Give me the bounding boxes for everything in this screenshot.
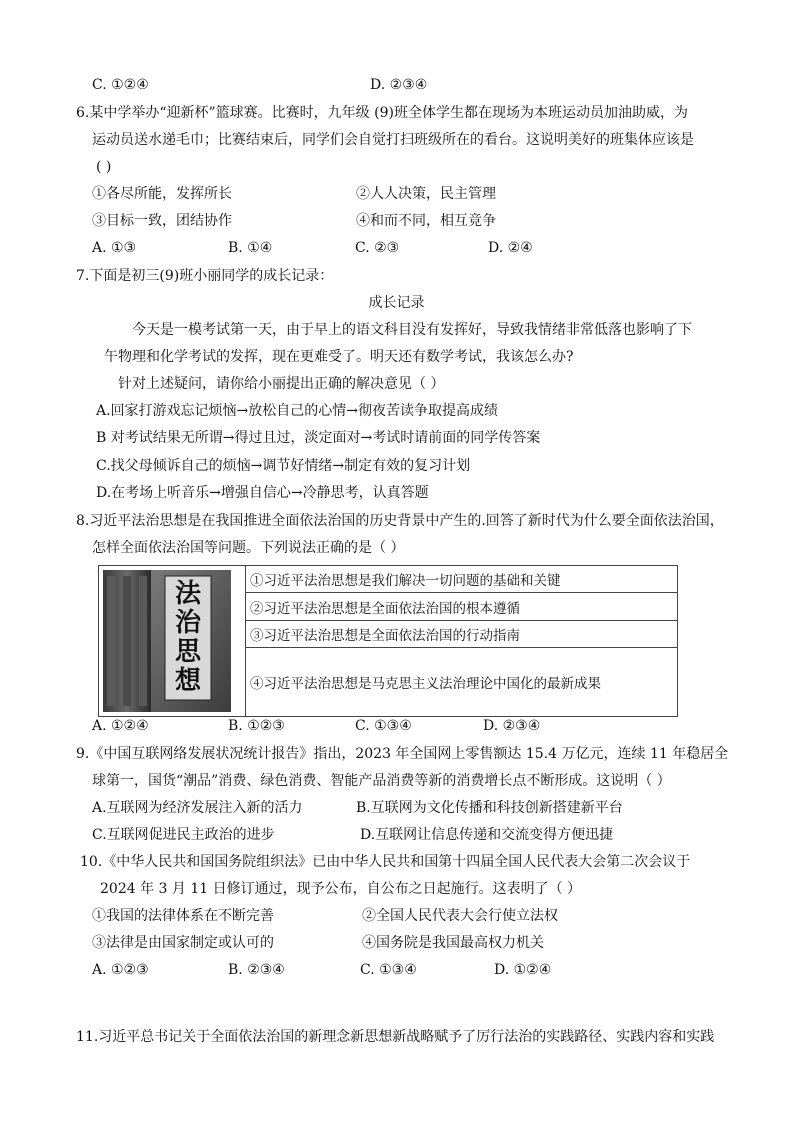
q8-row-1: ①习近平法治思想是我们解决一切问题的基础和关键 xyxy=(246,566,678,593)
option-d: D. ②③④ xyxy=(370,77,428,93)
q10-statement-2: ②全国人民代表大会行使立法权 xyxy=(362,908,558,924)
law-book-image xyxy=(99,566,246,717)
q6-option-c: C. ②③ xyxy=(355,240,400,256)
book-char-1: 法 xyxy=(174,579,201,609)
q8-option-c: C. ①③④ xyxy=(355,718,412,734)
q10-statement-1: ①我国的法律体系在不断完善 xyxy=(92,908,274,924)
q6-paren: ( ) xyxy=(96,159,112,175)
q6-stem-line2: 运动员送水递毛巾；比赛结束后，同学们会自觉打扫班级所在的看台。这说明美好的班集体应该是 xyxy=(92,132,694,148)
q9-stem-line2: 球第一，国货“潮品”消费、绿色消费、智能产品消费等新的消费增长点不断形成。这说明（ ） xyxy=(92,773,671,789)
q7-option-d: D.在考场上听音乐→增强自信心→冷静思考，认真答题 xyxy=(96,485,429,501)
q9-option-c: C.互联网促进民主政治的进步 xyxy=(92,827,275,843)
q8-option-b: B. ①②③ xyxy=(228,718,285,734)
q10-stem-line1: 10.《中华人民共和国国务院组织法》已由中华人民共和国第十四届全国人民代表大会第二次会议于 xyxy=(80,854,691,870)
q6-stem-line1: 6.某中学举办“迎新杯”篮球赛。比赛时，九年级 (9)班全体学生都在现场为本班运动员加油助威，为 xyxy=(76,105,688,121)
book-char-3: 思 xyxy=(174,637,201,667)
q6-option-d: D. ②④ xyxy=(488,240,533,256)
q10-option-a: A. ①②③ xyxy=(92,962,149,978)
q6-option-b: B. ①④ xyxy=(228,240,273,256)
book-char-2: 治 xyxy=(174,608,201,638)
q7-stem: 7.下面是初三(9)班小丽同学的成长记录： xyxy=(76,268,334,284)
q6-statement-2: ②人人决策，民主管理 xyxy=(356,186,496,202)
q10-option-d: D. ①②④ xyxy=(494,962,552,978)
q10-statement-3: ③法律是由国家制定或认可的 xyxy=(92,935,274,951)
q7-option-a: A.回家打游戏忘记烦恼→放松自己的心情→彻夜苦读争取提高成绩 xyxy=(96,403,499,419)
q7-option-c: C.找父母倾诉自己的烦恼→调节好情绪→制定有效的复习计划 xyxy=(96,458,471,474)
q7-record-line1: 今天是一模考试第一天，由于早上的语文科目没有发挥好，导致我情绪非常低落也影响了下 xyxy=(132,322,692,338)
q10-option-c: C. ①③④ xyxy=(360,962,417,978)
q9-option-d: D.互联网让信息传递和交流变得方便迅捷 xyxy=(360,827,614,843)
q8-option-d: D. ②③④ xyxy=(483,718,541,734)
q10-statement-4: ④国务院是我国最高权力机关 xyxy=(362,935,544,951)
q8-row-2: ②习近平法治思想是全面依法治国的根本遵循 xyxy=(246,593,678,621)
book-char-4: 想 xyxy=(174,666,201,696)
q10-stem-line2: 2024 年 3 月 11 日修订通过，现予公布，自公布之日起施行。这表明了（ ） xyxy=(100,881,582,897)
q8-row-3: ③习近平法治思想是全面依法治国的行动指南 xyxy=(246,621,678,647)
q9-option-b: B.互联网为文化传播和科技创新搭建新平台 xyxy=(356,800,623,816)
q8-stem-line1: 8.习近平法治思想是在我国推进全面依法治国的历史背景中产生的.回答了新时代为什么要全面依法治国， xyxy=(76,513,724,529)
q8-statement-table xyxy=(98,565,678,717)
q6-statement-1: ①各尽所能，发挥所长 xyxy=(92,186,232,202)
q7-option-b: B 对考试结果无所谓→得过且过，淡定面对→考试时请前面的同学传答案 xyxy=(96,430,541,446)
q9-option-a: A.互联网为经济发展注入新的活力 xyxy=(92,800,303,816)
q7-record-title: 成长记录 xyxy=(368,295,425,311)
q8-stem-line2: 怎样全面依法治国等问题。下列说法正确的是（ ） xyxy=(92,540,405,556)
q6-statement-4: ④和而不同，相互竞争 xyxy=(356,213,496,229)
q10-option-b: B. ②③④ xyxy=(228,962,285,978)
q6-option-a: A. ①③ xyxy=(92,240,137,256)
option-c: C. ①②④ xyxy=(92,77,149,93)
q7-record-line2: 午物理和化学考试的发挥，现在更难受了。明天还有数学考试，我该怎么办? xyxy=(104,349,574,365)
q8-option-a: A. ①②④ xyxy=(92,718,149,734)
q11-stem-line1: 11.习近平总书记关于全面依法治国的新理念新思想新战略赋予了厉行法治的实践路径、实践内容和实践 xyxy=(76,1029,715,1045)
q9-stem-line1: 9.《中国互联网络发展状况统计报告》指出，2023 年全国网上零售额达 15.4 万亿元，连续 11 年稳居全 xyxy=(76,746,729,762)
q8-row-4: ④习近平法治思想是马克思主义法治理论中国化的最新成果 xyxy=(246,647,678,716)
q6-statement-3: ③目标一致，团结协作 xyxy=(92,213,232,229)
q7-question: 针对上述疑问，请你给小丽提出正确的解决意见（ ） xyxy=(118,376,445,392)
